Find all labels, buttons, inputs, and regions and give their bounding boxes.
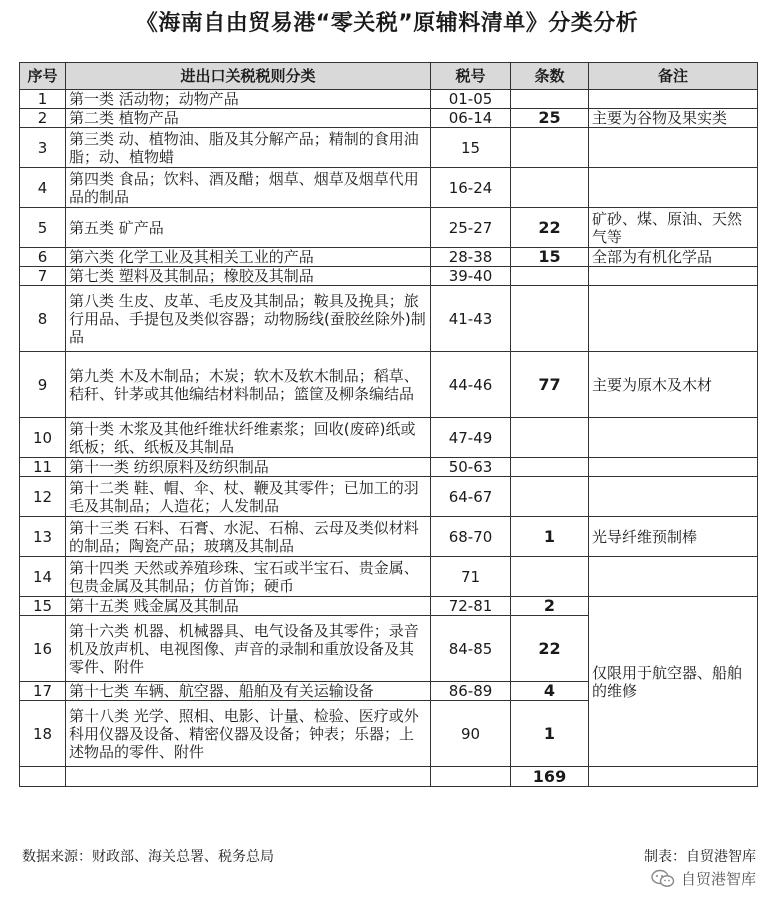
table-row xyxy=(20,109,758,128)
header-category: 进出口关税税则分类 xyxy=(66,63,431,90)
row-index: 3 xyxy=(20,128,66,168)
table-row xyxy=(20,477,758,517)
row-note: 主要为原木及木材 xyxy=(589,352,758,418)
row-index: 13 xyxy=(20,517,66,557)
row-category: 第一类 活动物；动物产品 xyxy=(66,90,431,109)
row-category: 第六类 化学工业及其相关工业的产品 xyxy=(66,248,431,267)
page-title: 《海南自由贸易港“零关税”原辅料清单》分类分析 xyxy=(135,11,639,36)
row-category: 第十六类 机器、机械器具、电气设备及其零件；录音机及放声机、电视图像、声音的录制和重放设备及其零件、附件 xyxy=(66,616,431,682)
row-index: 9 xyxy=(20,352,66,418)
row-category: 第四类 食品；饮料、酒及醋；烟草、烟草及烟草代用品的制品 xyxy=(66,168,431,208)
row-count xyxy=(511,477,589,517)
row-count: 1 xyxy=(511,517,589,557)
table-row xyxy=(20,286,758,352)
row-index: 4 xyxy=(20,168,66,208)
row-index: 2 xyxy=(20,109,66,128)
row-category: 第十七类 车辆、航空器、船舶及有关运输设备 xyxy=(66,682,431,701)
row-note xyxy=(589,477,758,517)
row-code: 16-24 xyxy=(431,168,511,208)
row-count xyxy=(511,90,589,109)
row-code: 15 xyxy=(431,128,511,168)
total-note xyxy=(589,767,758,787)
table-row xyxy=(20,208,758,248)
row-note: 全部为有机化学品 xyxy=(589,248,758,267)
row-index: 1 xyxy=(20,90,66,109)
row-index: 18 xyxy=(20,701,66,767)
row-index: 5 xyxy=(20,208,66,248)
row-category: 第八类 生皮、皮革、毛皮及其制品；鞍具及挽具；旅行用品、手提包及类似容器；动物肠线(蚕胶丝除外)制品 xyxy=(66,286,431,352)
header-code: 税号 xyxy=(431,63,511,90)
table-header-row xyxy=(20,63,758,90)
row-count: 22 xyxy=(511,208,589,248)
row-count: 77 xyxy=(511,352,589,418)
watermark xyxy=(651,868,756,889)
row-count: 22 xyxy=(511,616,589,682)
table-row xyxy=(20,352,758,418)
row-code: 86-89 xyxy=(431,682,511,701)
row-index: 6 xyxy=(20,248,66,267)
classification-table xyxy=(19,62,758,787)
row-count: 25 xyxy=(511,109,589,128)
row-index: 11 xyxy=(20,458,66,477)
row-category: 第十四类 天然或养殖珍珠、宝石或半宝石、贵金属、包贵金属及其制品；仿首饰；硬币 xyxy=(66,557,431,597)
row-index: 12 xyxy=(20,477,66,517)
row-count xyxy=(511,286,589,352)
row-code: 39-40 xyxy=(431,267,511,286)
watermark-text: 自贸港智库 xyxy=(680,870,756,888)
row-code: 44-46 xyxy=(431,352,511,418)
row-code: 06-14 xyxy=(431,109,511,128)
table-row xyxy=(20,168,758,208)
row-note xyxy=(589,90,758,109)
row-index: 14 xyxy=(20,557,66,597)
row-index: 15 xyxy=(20,597,66,616)
row-category: 第五类 矿产品 xyxy=(66,208,431,248)
row-code: 47-49 xyxy=(431,418,511,458)
table-row xyxy=(20,458,758,477)
row-code: 68-70 xyxy=(431,517,511,557)
header-idx: 序号 xyxy=(20,63,66,90)
row-category: 第十类 木浆及其他纤维状纤维素浆；回收(废碎)纸或纸板；纸、纸板及其制品 xyxy=(66,418,431,458)
row-category: 第九类 木及木制品；木炭；软木及软木制品；稻草、秸秆、针茅或其他编结材料制品；篮筐及柳条编结品 xyxy=(66,352,431,418)
row-count xyxy=(511,418,589,458)
table-row xyxy=(20,248,758,267)
merged-note: 仅限用于航空器、船舶的维修 xyxy=(589,597,758,767)
row-category: 第十三类 石料、石膏、水泥、石棉、云母及类似材料的制品；陶瓷产品；玻璃及其制品 xyxy=(66,517,431,557)
table-row xyxy=(20,90,758,109)
row-note xyxy=(589,267,758,286)
table-maker: 制表：自贸港智库 xyxy=(644,849,756,865)
row-code: 71 xyxy=(431,557,511,597)
row-note: 矿砂、煤、原油、天然气等 xyxy=(589,208,758,248)
row-code: 25-27 xyxy=(431,208,511,248)
row-note xyxy=(589,286,758,352)
row-count xyxy=(511,458,589,477)
row-category: 第十一类 纺织原料及纺织制品 xyxy=(66,458,431,477)
row-code: 84-85 xyxy=(431,616,511,682)
row-category: 第七类 塑料及其制品；橡胶及其制品 xyxy=(66,267,431,286)
header-count: 条数 xyxy=(511,63,589,90)
table-row xyxy=(20,517,758,557)
row-count xyxy=(511,128,589,168)
total-count: 169 xyxy=(511,767,589,787)
row-note xyxy=(589,128,758,168)
row-index: 17 xyxy=(20,682,66,701)
row-category: 第十二类 鞋、帽、伞、杖、鞭及其零件；已加工的羽毛及其制品；人造花；人发制品 xyxy=(66,477,431,517)
total-idx xyxy=(20,767,66,787)
table-row xyxy=(20,597,758,616)
header-note: 备注 xyxy=(589,63,758,90)
row-category: 第十八类 光学、照相、电影、计量、检验、医疗或外科用仪器及设备、精密仪器及设备；钟表；乐器；上述物品的零件、附件 xyxy=(66,701,431,767)
row-count xyxy=(511,557,589,597)
table-row xyxy=(20,557,758,597)
row-code: 72-81 xyxy=(431,597,511,616)
row-count xyxy=(511,267,589,286)
row-note: 光导纤维预制棒 xyxy=(589,517,758,557)
table-row xyxy=(20,128,758,168)
row-note xyxy=(589,168,758,208)
total-category xyxy=(66,767,431,787)
row-count: 15 xyxy=(511,248,589,267)
table-row xyxy=(20,267,758,286)
data-source: 数据来源：财政部、海关总署、税务总局 xyxy=(22,849,274,865)
row-note xyxy=(589,458,758,477)
row-code: 90 xyxy=(431,701,511,767)
row-count xyxy=(511,168,589,208)
row-code: 41-43 xyxy=(431,286,511,352)
total-row xyxy=(20,767,758,787)
row-category: 第十五类 贱金属及其制品 xyxy=(66,597,431,616)
total-code xyxy=(431,767,511,787)
row-code: 28-38 xyxy=(431,248,511,267)
row-category: 第三类 动、植物油、脂及其分解产品；精制的食用油脂；动、植物蜡 xyxy=(66,128,431,168)
table-row xyxy=(20,418,758,458)
row-index: 10 xyxy=(20,418,66,458)
row-code: 01-05 xyxy=(431,90,511,109)
row-code: 50-63 xyxy=(431,458,511,477)
row-count: 2 xyxy=(511,597,589,616)
row-note xyxy=(589,418,758,458)
row-note: 主要为谷物及果实类 xyxy=(589,109,758,128)
row-index: 16 xyxy=(20,616,66,682)
row-index: 8 xyxy=(20,286,66,352)
row-index: 7 xyxy=(20,267,66,286)
wechat-icon xyxy=(651,869,675,889)
row-count: 1 xyxy=(511,701,589,767)
row-note xyxy=(589,557,758,597)
row-code: 64-67 xyxy=(431,477,511,517)
row-category: 第二类 植物产品 xyxy=(66,109,431,128)
row-count: 4 xyxy=(511,682,589,701)
